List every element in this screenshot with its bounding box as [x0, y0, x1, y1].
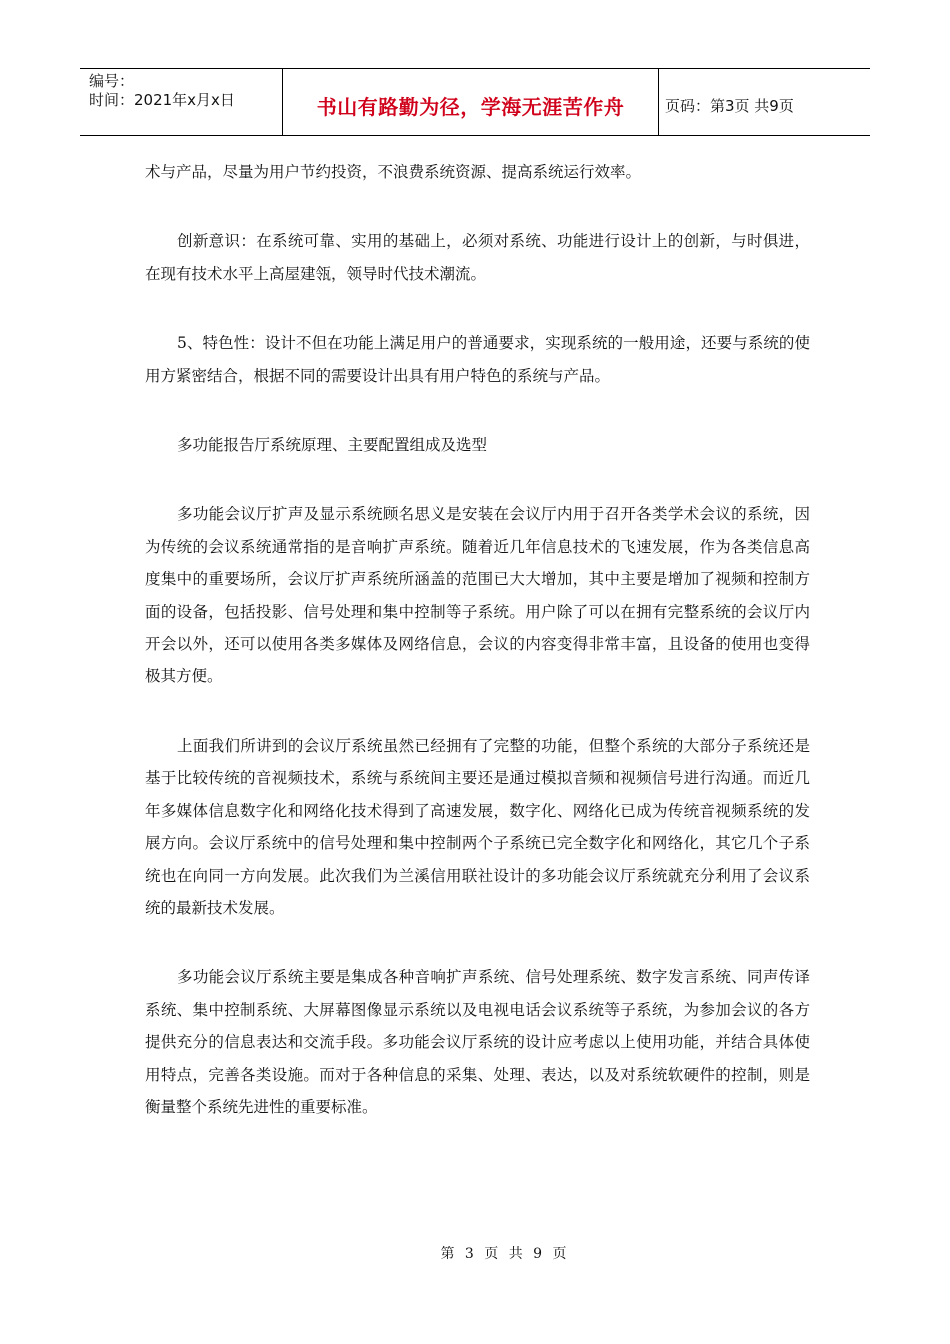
header-meta-cell	[80, 69, 283, 135]
body-paragraph-6: 多功能会议厅系统主要是集成各种音响扩声系统、信号处理系统、数字发言系统、同声传译系统、集中控制系统、大屏幕图像显示系统以及电视电话会议系统等子系统，为参加会议的各方提供充分的信息表达和交流手段。多功能会议厅系统的设计应考虑以上使用功能，并结合具体使用特点，完善各类设施。而对于各种信息的采集、处理、表达，以及对系统软硬件的控制，则是衡量整个系统先进性的重要标准。	[145, 968, 810, 1116]
page-header	[80, 68, 870, 136]
footer-page-number: 第 3 页 共 9 页	[440, 1246, 570, 1262]
body-paragraph-2: 创新意识：在系统可靠、实用的基础上，必须对系统、功能进行设计上的创新，与时俱进，在现有技术水平上高屋建瓴，领导时代技术潮流。	[145, 232, 810, 283]
body-paragraph-3: 5、特色性：设计不但在功能上满足用户的普通要求，实现系统的一般用途，还要与系统的使用方紧密结合，根据不同的需要设计出具有用户特色的系统与产品。	[145, 334, 810, 385]
doc-time-label: 时间：2021年x月x日	[89, 91, 235, 109]
body-paragraph-4: 多功能会议厅扩声及显示系统顾名思义是安装在会议厅内用于召开各类学术会议的系统，因为传统的会议系统通常指的是音响扩声系统。随着近几年信息技术的飞速发展，作为各类信息高度集中的重要场所，会议厅扩声系统所涵盖的范围已大大增加，其中主要是增加了视频和控制方面的设备，包括投影、信号处理和集中控制等子系统。用户除了可以在拥有完整系统的会议厅内开会以外，还可以使用各类多媒体及网络信息，会议的内容变得非常丰富，且设备的使用也变得极其方便。	[145, 505, 810, 686]
section-heading: 多功能报告厅系统原理、主要配置组成及选型	[177, 436, 488, 455]
header-motto: 书山有路勤为径，学海无涯苦作舟	[316, 94, 625, 119]
header-motto-cell	[283, 69, 659, 135]
document-body	[145, 156, 810, 1160]
body-paragraph-5: 上面我们所讲到的会议厅系统虽然已经拥有了完整的功能，但整个系统的大部分子系统还是基于比较传统的音视频技术，系统与系统间主要还是通过模拟音频和视频信号进行沟通。而近几年多媒体信息数字化和网络化技术得到了高速发展，数字化、网络化已成为传统音视频系统的发展方向。会议厅系统中的信号处理和集中控制两个子系统已完全数字化和网络化，其它几个子系统也在向同一方向发展。此次我们为兰溪信用联社设计的多功能会议厅系统就充分利用了会议系统的最新技术发展。	[145, 736, 810, 917]
body-paragraph-1: 术与产品，尽量为用户节约投资，不浪费系统资源、提高系统运行效率。	[145, 163, 642, 181]
page-footer	[0, 1243, 950, 1263]
doc-code-label: 编号：	[89, 72, 135, 90]
header-page-cell	[659, 69, 870, 135]
header-page-info: 页码：第3页 共9页	[665, 96, 794, 115]
